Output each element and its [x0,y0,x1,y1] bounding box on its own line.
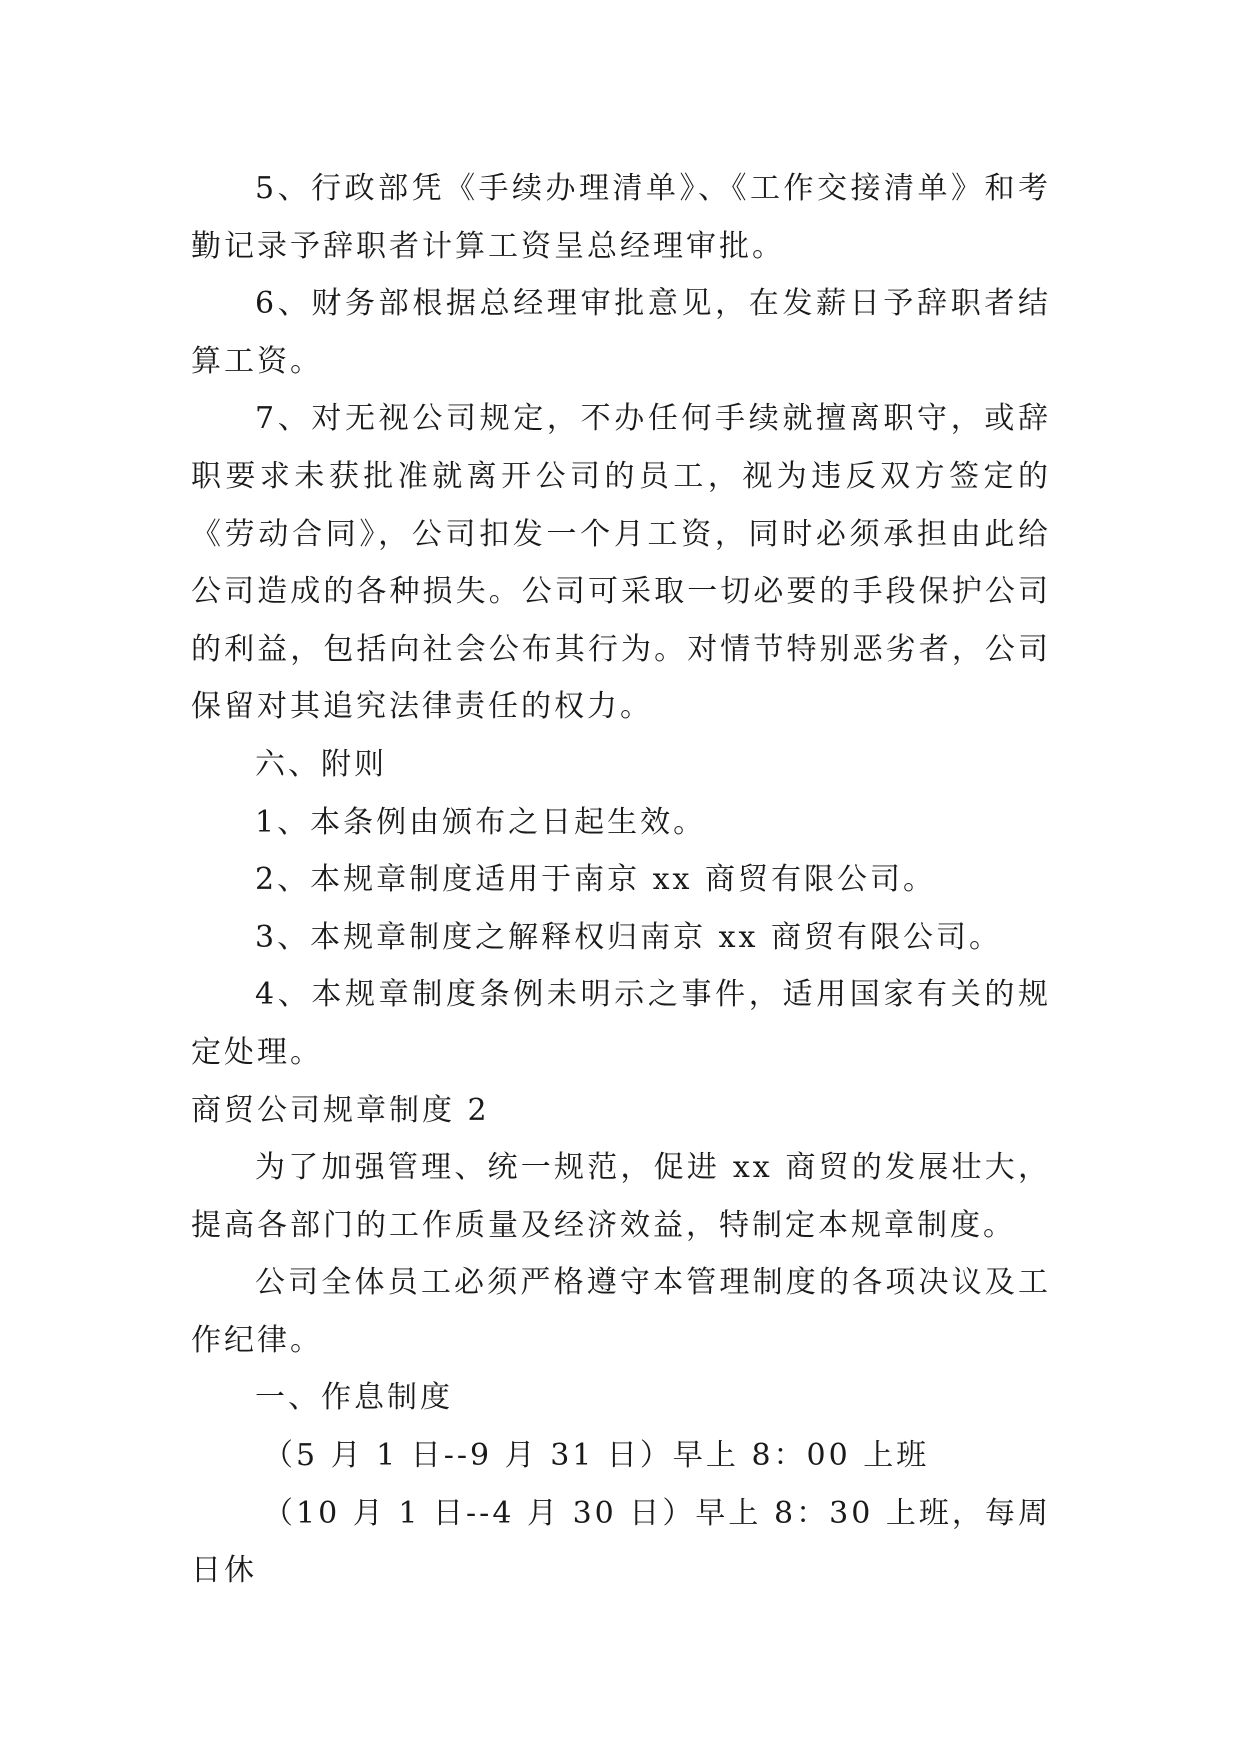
paragraph-item-7: 7、对无视公司规定，不办任何手续就擅离职守，或辞职要求未获批准就离开公司的员工，视为违反双方签定的《劳动合同》，公司扣发一个月工资，同时必须承担由此给公司造成的各种损失。公司可采取一切必要的手段保护公司的利益，包括向社会公布其行为。对情节特别恶劣者，公司保留对其追究法律责任的权力。 [191,401,1051,725]
schedule-summer: （5 月 1 日--9 月 31 日）早上 8：00 上班 [263,1438,930,1474]
paragraph-item-6: 6、财务部根据总经理审批意见，在发薪日予辞职者结算工资。 [191,286,1051,379]
document-title-2: 商贸公司规章制度 2 [191,1092,490,1128]
schedule-winter: （10 月 1 日--4 月 30 日）早上 8：30 上班，每周日休 [191,1495,1051,1589]
section-heading-schedule: 一、作息制度 [255,1380,453,1416]
document-body [191,160,1051,1600]
appendix-item-4: 4、本规章制度条例未明示之事件，适用国家有关的规定处理。 [191,977,1051,1070]
appendix-item-2: 2、本规章制度适用于南京 xx 商贸有限公司。 [255,862,936,898]
appendix-item-1: 1、本条例由颁布之日起生效。 [255,804,707,840]
appendix-item-3: 3、本规章制度之解释权归南京 xx 商贸有限公司。 [255,919,1002,955]
paragraph-item-5: 5、行政部凭《手续办理清单》、《工作交接清单》和考勤记录予辞职者计算工资呈总经理审批。 [191,171,1051,264]
intro-paragraph: 为了加强管理、统一规范，促进 xx 商贸的发展壮大，提高各部门的工作质量及经济效益，特制定本规章制度。 [191,1150,1051,1243]
discipline-paragraph: 公司全体员工必须严格遵守本管理制度的各项决议及工作纪律。 [191,1265,1051,1358]
section-heading-appendix: 六、附则 [255,746,387,782]
